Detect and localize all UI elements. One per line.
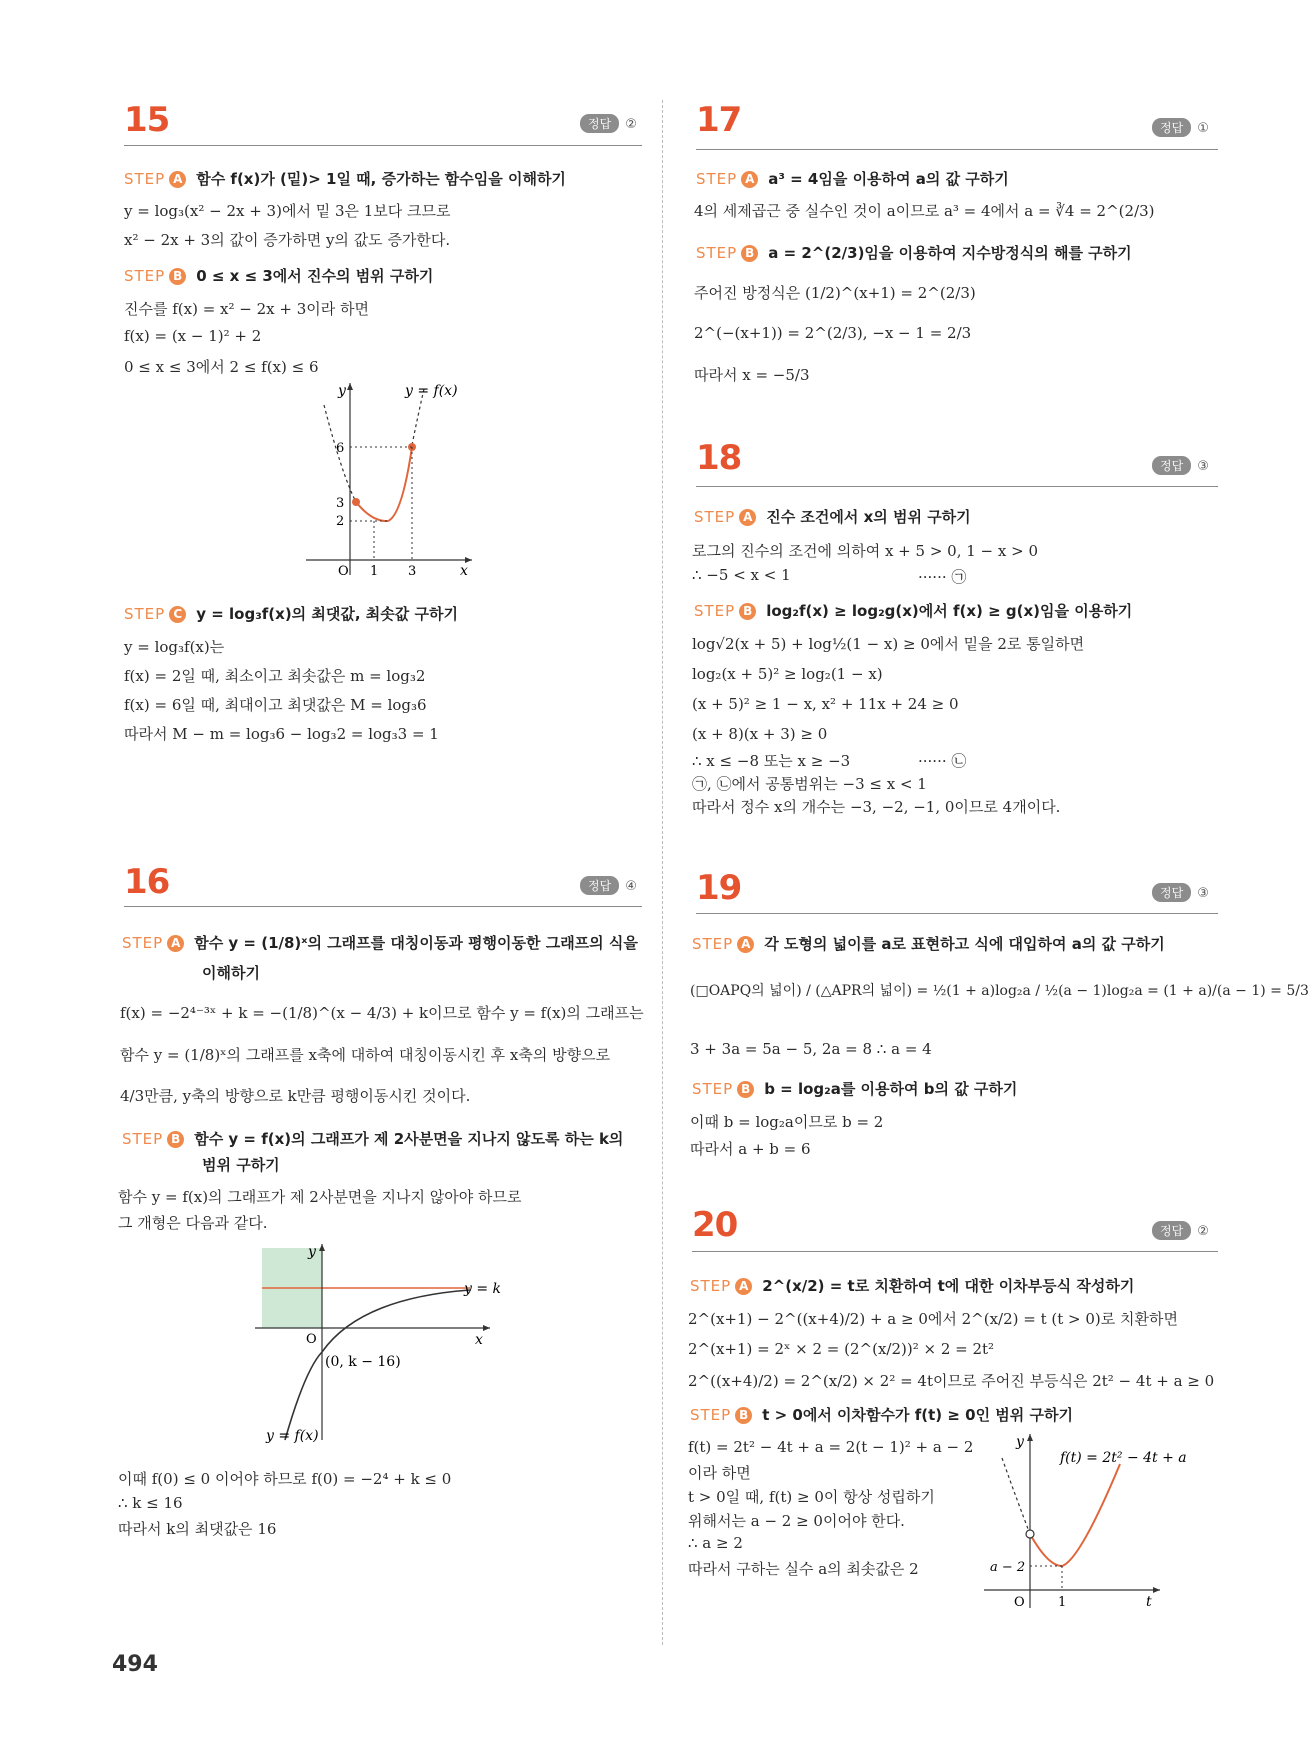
- step-c-heading: STEP C y = log₃f(x)의 최댓값, 최솟값 구하기: [124, 605, 458, 623]
- answer-badge: [1152, 883, 1209, 902]
- text-line: 4의 세제곱근 중 실수인 것이 a이므로 a³ = 4에서 a = ∛4 = 2^(2/3): [694, 202, 1155, 220]
- graph-p16: [250, 1240, 520, 1450]
- tick-y: 6: [336, 441, 345, 456]
- text-line: ∴ −5 < x < 1: [692, 566, 791, 584]
- curve-label: f(t) = 2t² − 4t + a: [1060, 1450, 1187, 1466]
- graph-p20: [980, 1428, 1190, 1618]
- origin-label: O: [338, 564, 349, 579]
- text-line: t > 0일 때, f(t) ≥ 0이 항상 성립하기: [688, 1488, 935, 1506]
- divider: [696, 913, 1218, 914]
- page-number: 494: [112, 1652, 158, 1677]
- answer-value: ③: [1197, 886, 1209, 901]
- answer-label: 정답: [580, 114, 619, 133]
- step-b-heading-cont: 범위 구하기: [202, 1156, 280, 1174]
- y-axis-label: y: [308, 1244, 316, 1260]
- step-a-heading: STEP A 2^(x/2) = t로 치환하여 t에 대한 이차부등식 작성하기: [690, 1277, 1135, 1295]
- text-line: f(x) = −2⁴⁻³ˣ + k = −(1/8)^(x − 4/3) + k이므로 함수 y = f(x)의 그래프는: [120, 1004, 644, 1022]
- text-line: 따라서 구하는 실수 a의 최솟값은 2: [688, 1560, 919, 1578]
- divider: [696, 486, 1218, 487]
- origin-label: O: [1014, 1595, 1025, 1610]
- curve-label: y = f(x): [405, 383, 458, 399]
- problem-number: 15: [124, 100, 170, 140]
- text-line: ㉠, ㉡에서 공통범위는 −3 ≤ x < 1: [692, 775, 927, 793]
- answer-label: 정답: [580, 876, 619, 895]
- answer-badge: [1152, 118, 1209, 137]
- divider: [692, 1251, 1218, 1252]
- divider: [124, 145, 642, 146]
- text-line: 2^(x+1) = 2ˣ × 2 = (2^(x/2))² × 2 = 2t²: [688, 1340, 995, 1358]
- answer-badge: [1152, 1221, 1209, 1240]
- y-axis-label: y: [1016, 1434, 1024, 1450]
- text-line: 이때 f(0) ≤ 0 이어야 하므로 f(0) = −2⁴ + k ≤ 0: [118, 1470, 452, 1488]
- x-axis-label: t: [1146, 1594, 1152, 1610]
- text-line: 따라서 a + b = 6: [690, 1140, 811, 1158]
- equation-marker: ······ ㉡: [918, 752, 967, 770]
- answer-label: 정답: [1152, 1221, 1191, 1240]
- problem-number: 16: [124, 862, 170, 902]
- text-line: 따라서 k의 최댓값은 16: [118, 1520, 277, 1538]
- text-line: 로그의 진수의 조건에 의하여 x + 5 > 0, 1 − x > 0: [692, 542, 1039, 560]
- text-line: y = log₃(x² − 2x + 3)에서 밑 3은 1보다 크므로: [124, 202, 451, 220]
- curve-label: y = f(x): [266, 1428, 319, 1444]
- step-b-heading: STEP B t > 0에서 이차함수가 f(t) ≥ 0인 범위 구하기: [690, 1406, 1073, 1424]
- graph-p15: [300, 375, 480, 580]
- answer-value: ④: [625, 879, 637, 894]
- text-line: 위해서는 a − 2 ≥ 0이어야 한다.: [688, 1512, 905, 1530]
- text-line: 따라서 정수 x의 개수는 −3, −2, −1, 0이므로 4개이다.: [692, 798, 1061, 816]
- answer-label: 정답: [1152, 118, 1191, 137]
- text-line: 2^(−(x+1)) = 2^(2/3), −x − 1 = 2/3: [694, 324, 972, 342]
- text-line: 2^(x+1) − 2^((x+4)/2) + a ≥ 0에서 2^(x/2) = t (t > 0)로 치환하면: [688, 1310, 1178, 1328]
- column-divider: [662, 100, 663, 1645]
- step-a-heading: STEP A a³ = 4임을 이용하여 a의 값 구하기: [696, 170, 1009, 188]
- problem-number: 19: [696, 868, 742, 908]
- problem-number: 17: [696, 100, 742, 140]
- divider: [696, 149, 1218, 150]
- text-line: f(x) = 6일 때, 최대이고 최댓값은 M = log₃6: [124, 696, 427, 714]
- problem-number: 18: [696, 438, 742, 478]
- tick-x: 1: [370, 564, 379, 579]
- text-line: 함수 y = f(x)의 그래프가 제 2사분면을 지나지 않아야 하므로: [118, 1188, 522, 1206]
- step-b-heading: STEP B 0 ≤ x ≤ 3에서 진수의 범위 구하기: [124, 267, 434, 285]
- text-line: 주어진 방정식은 (1/2)^(x+1) = 2^(2/3): [694, 284, 976, 302]
- text-line: y = log₃f(x)는: [124, 638, 225, 656]
- tick-y: a − 2: [990, 1560, 1026, 1575]
- text-line: 함수 y = (1/8)ˣ의 그래프를 x축에 대하여 대칭이동시킨 후 x축의 방향으로: [120, 1046, 611, 1064]
- x-axis-label: x: [475, 1332, 483, 1348]
- answer-value: ①: [1197, 121, 1209, 136]
- text-line: x² − 2x + 3의 값이 증가하면 y의 값도 증가한다.: [124, 231, 451, 249]
- intercept-label: (0, k − 16): [325, 1354, 401, 1370]
- answer-value: ③: [1197, 459, 1209, 474]
- text-line: (x + 8)(x + 3) ≥ 0: [692, 725, 828, 743]
- answer-value: ②: [1197, 1224, 1209, 1239]
- step-a-heading: STEP A 각 도형의 넓이를 a로 표현하고 식에 대입하여 a의 값 구하기: [692, 935, 1165, 953]
- text-line: 2^((x+4)/2) = 2^(x/2) × 2² = 4t이므로 주어진 부등식은 2t² − 4t + a ≥ 0: [688, 1372, 1215, 1390]
- text-line: 0 ≤ x ≤ 3에서 2 ≤ f(x) ≤ 6: [124, 358, 319, 376]
- text-line: log₂(x + 5)² ≥ log₂(1 − x): [692, 665, 883, 683]
- answer-label: 정답: [1152, 456, 1191, 475]
- text-line: ∴ x ≤ −8 또는 x ≥ −3: [692, 752, 851, 770]
- tick-x: 1: [1058, 1595, 1067, 1610]
- problem-number: 20: [692, 1205, 738, 1245]
- answer-badge: [580, 114, 637, 133]
- answer-badge: [580, 876, 637, 895]
- tick-x: 3: [408, 564, 417, 579]
- step-a-heading-cont: 이해하기: [202, 964, 260, 982]
- text-line: ∴ a ≥ 2: [688, 1534, 743, 1552]
- text-line: (x + 5)² ≥ 1 − x, x² + 11x + 24 ≥ 0: [692, 695, 959, 713]
- text-line: 이때 b = log₂a이므로 b = 2: [690, 1113, 884, 1131]
- asymptote-label: y = k: [464, 1281, 502, 1297]
- text-line: f(x) = (x − 1)² + 2: [124, 327, 262, 345]
- step-b-heading: STEP B 함수 y = f(x)의 그래프가 제 2사분면을 지나지 않도록 하는 k의: [122, 1130, 624, 1148]
- text-line: 따라서 M − m = log₃6 − log₃2 = log₃3 = 1: [124, 725, 439, 743]
- text-line: (□OAPQ의 넓이) / (△APR의 넓이) = ½(1 + a)log₂a / ½(a − 1)log₂a = (1 + a)/(a − 1) = 5/3: [690, 983, 1309, 999]
- text-line: ∴ k ≤ 16: [118, 1494, 183, 1512]
- answer-badge: [1152, 456, 1209, 475]
- answer-value: ②: [625, 117, 637, 132]
- y-axis-label: y: [338, 383, 346, 399]
- text-line: log√2(x + 5) + log½(1 − x) ≥ 0에서 밑을 2로 통일하면: [692, 635, 1085, 653]
- tick-y: 3: [336, 496, 345, 511]
- equation-marker: ······ ㉠: [918, 568, 967, 586]
- step-b-heading: STEP B log₂f(x) ≥ log₂g(x)에서 f(x) ≥ g(x)임을 이용하기: [694, 602, 1133, 620]
- step-b-heading: STEP B b = log₂a를 이용하여 b의 값 구하기: [692, 1080, 1018, 1098]
- divider: [124, 906, 642, 907]
- text-line: 진수를 f(x) = x² − 2x + 3이라 하면: [124, 300, 370, 318]
- answer-label: 정답: [1152, 883, 1191, 902]
- step-a-heading: STEP A 함수 y = (1/8)ˣ의 그래프를 대칭이동과 평행이동한 그래프의 식을: [122, 934, 638, 952]
- step-b-heading: STEP B a = 2^(2/3)임을 이용하여 지수방정식의 해를 구하기: [696, 244, 1132, 262]
- text-line: 3 + 3a = 5a − 5, 2a = 8 ∴ a = 4: [690, 1040, 932, 1058]
- text-line: 4/3만큼, y축의 방향으로 k만큼 평행이동시킨 것이다.: [120, 1087, 471, 1105]
- x-axis-label: x: [460, 563, 468, 579]
- step-a-heading: STEP A 진수 조건에서 x의 범위 구하기: [694, 508, 971, 526]
- origin-label: O: [306, 1332, 317, 1347]
- text-line: 그 개형은 다음과 같다.: [118, 1214, 268, 1232]
- text-line: 이라 하면: [688, 1464, 751, 1482]
- text-line: 따라서 x = −5/3: [694, 366, 810, 384]
- text-line: f(t) = 2t² − 4t + a = 2(t − 1)² + a − 2: [688, 1438, 974, 1456]
- tick-y: 2: [336, 514, 345, 529]
- text-line: f(x) = 2일 때, 최소이고 최솟값은 m = log₃2: [124, 667, 426, 685]
- step-a-heading: STEP A 함수 f(x)가 (밑)> 1일 때, 증가하는 함수임을 이해하기: [124, 170, 566, 188]
